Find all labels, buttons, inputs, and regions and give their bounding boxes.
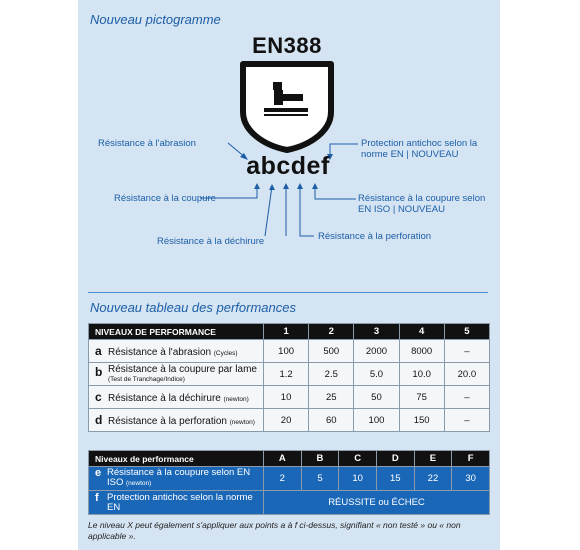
table-row: [89, 467, 490, 491]
table-cell: 75: [399, 386, 444, 409]
result-cell: RÉUSSITE ou ÉCHEC: [264, 491, 490, 515]
row-label: d Résistance à la perforation (newton): [89, 409, 264, 432]
section-title-performance: Nouveau tableau des performances: [90, 300, 296, 315]
level-header: A: [264, 451, 302, 467]
level-header: F: [452, 451, 490, 467]
performance-code: abcdef: [246, 152, 330, 180]
table-cell: 5.0: [354, 363, 399, 386]
table-cell: 25: [309, 386, 354, 409]
table-cell: 5: [301, 467, 339, 491]
section-title-pictogram: Nouveau pictogramme: [90, 12, 221, 27]
row-label: e Résistance à la coupure selon EN ISO (newton): [89, 467, 264, 491]
row-letter: f: [95, 491, 99, 504]
row-letter: d: [95, 413, 103, 427]
table-header-label: Niveaux de performance: [89, 451, 264, 467]
glove-hammer-pictogram-icon: [243, 64, 331, 150]
table-row: [89, 340, 490, 363]
table-cell: 10: [339, 467, 377, 491]
callout-abrasion: Résistance à l'abrasion: [98, 138, 196, 149]
table-cell: 50: [354, 386, 399, 409]
table-header-row: [89, 451, 490, 467]
table-header-label: NIVEAUX DE PERFORMANCE: [89, 324, 264, 340]
table-cell: 10: [264, 386, 309, 409]
callout-dechirure: Résistance à la déchirure: [157, 236, 265, 247]
table-row: [89, 491, 490, 515]
table-cell: 30: [452, 467, 490, 491]
row-letter: a: [95, 344, 102, 358]
level-header: E: [414, 451, 452, 467]
table-cell: 100: [354, 409, 399, 432]
level-header: C: [339, 451, 377, 467]
table-cell: 8000: [399, 340, 444, 363]
footnote: Le niveau X peut également s'appliquer aux points a à f ci-dessus, signifiant « non testé » ou « non applicable ».: [88, 520, 461, 541]
table-cell: 100: [264, 340, 309, 363]
table-header-row: [89, 324, 490, 340]
row-label: f Protection antichoc selon la norme EN: [89, 491, 264, 515]
row-letter: e: [95, 467, 102, 479]
row-letter: b: [95, 364, 103, 379]
table-cell: 10.0: [399, 363, 444, 386]
callout-perforation: Résistance à la perforation: [318, 231, 432, 242]
table-cell: 1.2: [264, 363, 309, 386]
level-header: 1: [264, 324, 309, 340]
callout-coupure-iso: Résistance à la coupure selon EN ISO | NOUVEAU: [358, 193, 486, 215]
level-header: 2: [309, 324, 354, 340]
row-label: a Résistance à l'abrasion (Cycles): [89, 340, 264, 363]
level-header: 3: [354, 324, 399, 340]
table-cell: 150: [399, 409, 444, 432]
table-row: [89, 386, 490, 409]
level-header: 5: [444, 324, 489, 340]
row-label: b Résistance à la coupure par lame (Test de Tranchage/Indice): [89, 363, 264, 386]
performance-table-levels: [88, 323, 490, 432]
table-cell: –: [444, 409, 489, 432]
table-cell: 2.5: [309, 363, 354, 386]
table-cell: 60: [309, 409, 354, 432]
table-cell: 500: [309, 340, 354, 363]
level-header: B: [301, 451, 339, 467]
level-header: 4: [399, 324, 444, 340]
callout-antichoc: Protection antichoc selon la norme EN | NOUVEAU: [361, 138, 478, 160]
level-header: D: [376, 451, 414, 467]
table-cell: 22: [414, 467, 452, 491]
section-divider: [88, 292, 488, 293]
table-cell: 2000: [354, 340, 399, 363]
table-cell: –: [444, 340, 489, 363]
table-cell: 20: [264, 409, 309, 432]
performance-table-iso: [88, 450, 490, 515]
table-cell: –: [444, 386, 489, 409]
table-cell: 2: [264, 467, 302, 491]
table-row: [89, 363, 490, 386]
standard-title: EN388: [252, 33, 322, 58]
callout-coupure: Résistance à la coupure: [114, 193, 216, 204]
row-letter: c: [95, 390, 102, 404]
row-label: c Résistance à la déchirure (newton): [89, 386, 264, 409]
table-cell: 20.0: [444, 363, 489, 386]
table-cell: 15: [376, 467, 414, 491]
table-row: [89, 409, 490, 432]
